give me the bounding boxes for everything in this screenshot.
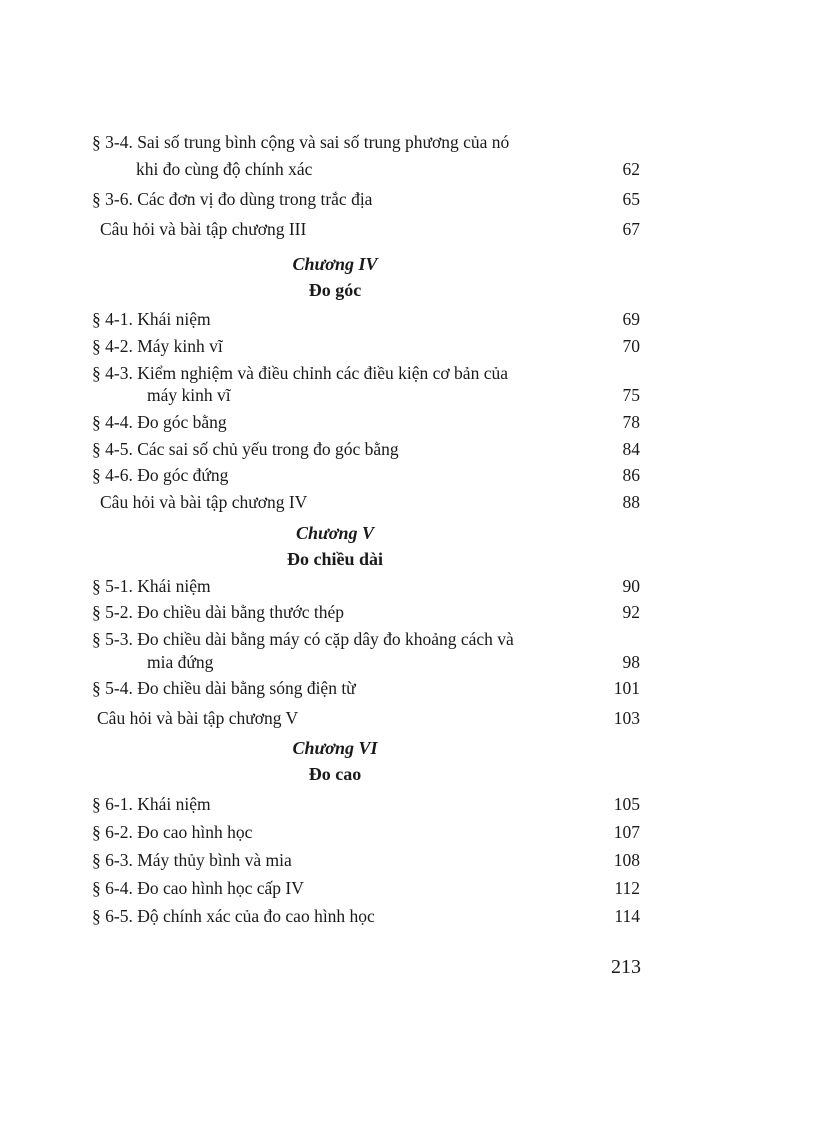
- toc-entry-text: § 6-1. Khái niệm: [92, 794, 211, 814]
- toc-entry-text: § 4-5. Các sai số chủ yếu trong đo góc bằng: [92, 439, 399, 459]
- toc-entry-text: § 6-4. Đo cao hình học cấp IV: [92, 878, 304, 898]
- toc-entry-text: § 3-6. Các đơn vị đo dùng trong trắc địa: [92, 189, 373, 209]
- toc-entry-page: 86: [622, 465, 640, 485]
- toc-entry-page: 69: [622, 309, 640, 329]
- toc-entry-text: § 3-4. Sai số trung bình cộng và sai số trung phương của nó: [92, 132, 510, 152]
- chapter-title: Đo chiều dài: [286, 549, 383, 569]
- toc-entry-page: 98: [622, 652, 640, 672]
- toc-entry-text: § 4-4. Đo góc bằng: [92, 412, 227, 432]
- toc-entry-page: 75: [622, 385, 640, 405]
- toc-entry-page: 78: [622, 412, 640, 432]
- toc-entry-text: § 5-2. Đo chiều dài bằng thước thép: [92, 602, 345, 622]
- toc-entry-page: 92: [622, 602, 640, 622]
- toc-entry-text: § 5-1. Khái niệm: [92, 576, 211, 596]
- toc-entry-page: 62: [622, 159, 640, 179]
- chapter-label: Chương IV: [292, 254, 378, 274]
- toc-entry-page: 103: [613, 708, 640, 728]
- toc-entry-text: Câu hỏi và bài tập chương V: [97, 708, 299, 728]
- toc-entry-page: 90: [622, 576, 640, 596]
- toc-entry-text: khi đo cùng độ chính xác: [136, 159, 313, 179]
- toc-entry-page: 114: [614, 906, 640, 926]
- toc-entry-text: § 4-3. Kiểm nghiệm và điều chỉnh các điều kiện cơ bản của: [92, 363, 508, 383]
- toc-entry-text: § 6-2. Đo cao hình học: [92, 822, 253, 842]
- toc-entry-page: 107: [613, 822, 640, 842]
- chapter-label: Chương V: [296, 523, 374, 543]
- toc-entry-page: 88: [622, 492, 640, 512]
- chapter-title: Đo góc: [308, 280, 362, 300]
- chapter-label: Chương VI: [292, 738, 378, 758]
- toc-entry-text: § 5-4. Đo chiều dài bằng sóng điện từ: [92, 678, 356, 698]
- toc-entry-text: § 4-6. Đo góc đứng: [92, 465, 229, 485]
- chapter-title: Đo cao: [308, 764, 362, 784]
- toc-entry-page: 65: [622, 189, 640, 209]
- toc-entry-text: § 4-1. Khái niệm: [92, 309, 211, 329]
- toc-entry-page: 105: [613, 794, 640, 814]
- toc-entry-text: § 6-5. Độ chính xác của đo cao hình học: [92, 906, 375, 926]
- toc-entry-text: § 6-3. Máy thủy bình và mia: [92, 850, 292, 870]
- toc-entry-page: 108: [613, 850, 640, 870]
- toc-entry-page: 101: [613, 678, 640, 698]
- toc-entry-page: 67: [622, 219, 640, 239]
- toc-entry-text: máy kinh vĩ: [147, 385, 231, 405]
- toc-entry-text: § 5-3. Đo chiều dài bằng máy có cặp dây đo khoảng cách và: [92, 629, 514, 649]
- page-number: 213: [611, 956, 641, 978]
- toc-entry-page: 112: [614, 878, 640, 898]
- toc-entry-page: 70: [622, 336, 640, 356]
- toc-entry-text: Câu hỏi và bài tập chương IV: [100, 492, 308, 512]
- toc-entry-text: § 4-2. Máy kinh vĩ: [92, 336, 223, 356]
- toc-entry-text: mia đứng: [147, 652, 214, 672]
- toc-entry-text: Câu hỏi và bài tập chương III: [100, 219, 307, 239]
- toc-entry-page: 84: [622, 439, 640, 459]
